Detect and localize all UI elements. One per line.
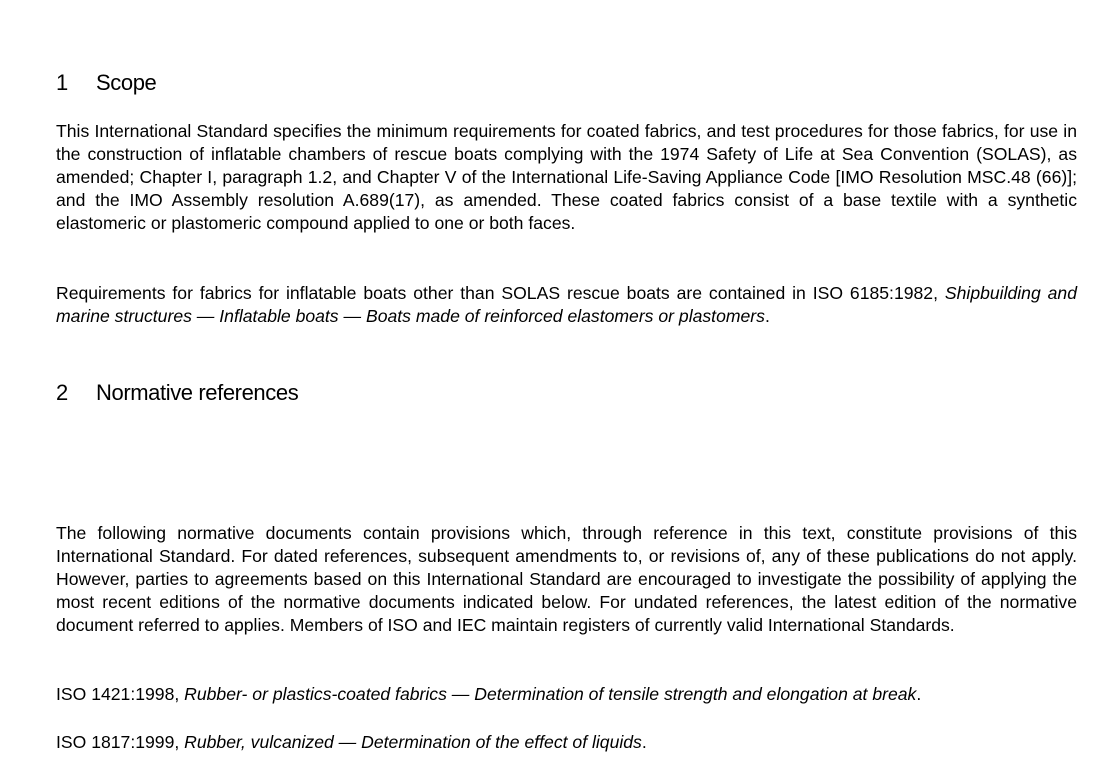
scope-paragraph-1: This International Standard specifies the minimum requirements for coated fabrics, and test procedures for those fabrics, for use in the construction of inflatable chambers of rescue boats complying with the 1974 Safety of Life at Sea Convention (SOLAS), as amended; Chapter I, paragraph 1.2, and Chapter V of the International Life-Saving Appliance Code [IMO Resolution MSC.48 (66)]; and the IMO Assembly resolution A.689(17), as amended. These coated fabrics consist of a base textile with a synthetic elastomeric or plastomeric compound applied to one or both faces.	[56, 121, 1077, 233]
section-1-heading	[56, 70, 156, 96]
reference-end: .	[641, 732, 647, 752]
section-1-number: 1	[56, 70, 68, 95]
scope-paragraph-2-text: Requirements for fabrics for inflatable boats other than SOLAS rescue boats are contained in ISO 6185:1982,	[56, 283, 938, 303]
scope-paragraph-2-title: Shipbuilding and marine structures — Inflatable boats — Boats made of reinforced elastomers or plastomers	[56, 283, 1078, 326]
scope-paragraph-2	[56, 282, 1077, 328]
reference-iso-1817	[56, 731, 647, 754]
reference-code: ISO 1421:1998,	[56, 684, 180, 704]
reference-code: ISO 1817:1999,	[56, 732, 180, 752]
reference-end: .	[916, 684, 922, 704]
section-2-title: Normative references	[96, 380, 299, 405]
normative-references-paragraph: The following normative documents contain provisions which, through reference in this text, constitute provisions of this International Standard. For dated references, subsequent amendments to, or revisions of, any of these publications do not apply. However, parties to agreements based on this International Standard are encouraged to investigate the possibility of applying the most recent editions of the normative documents indicated below. For undated references, the latest edition of the normative document referred to applies. Members of ISO and IEC maintain registers of currently valid International Standards.	[56, 523, 1077, 635]
section-2-heading	[56, 380, 298, 406]
reference-title: Rubber, vulcanized — Determination of the effect of liquids	[184, 732, 642, 752]
scope-paragraph-2-end: .	[764, 306, 770, 326]
section-2-number: 2	[56, 380, 68, 405]
reference-iso-1421	[56, 683, 921, 706]
reference-title: Rubber- or plastics-coated fabrics — Determination of tensile strength and elongation at break	[184, 684, 917, 704]
section-1-title: Scope	[96, 70, 157, 95]
